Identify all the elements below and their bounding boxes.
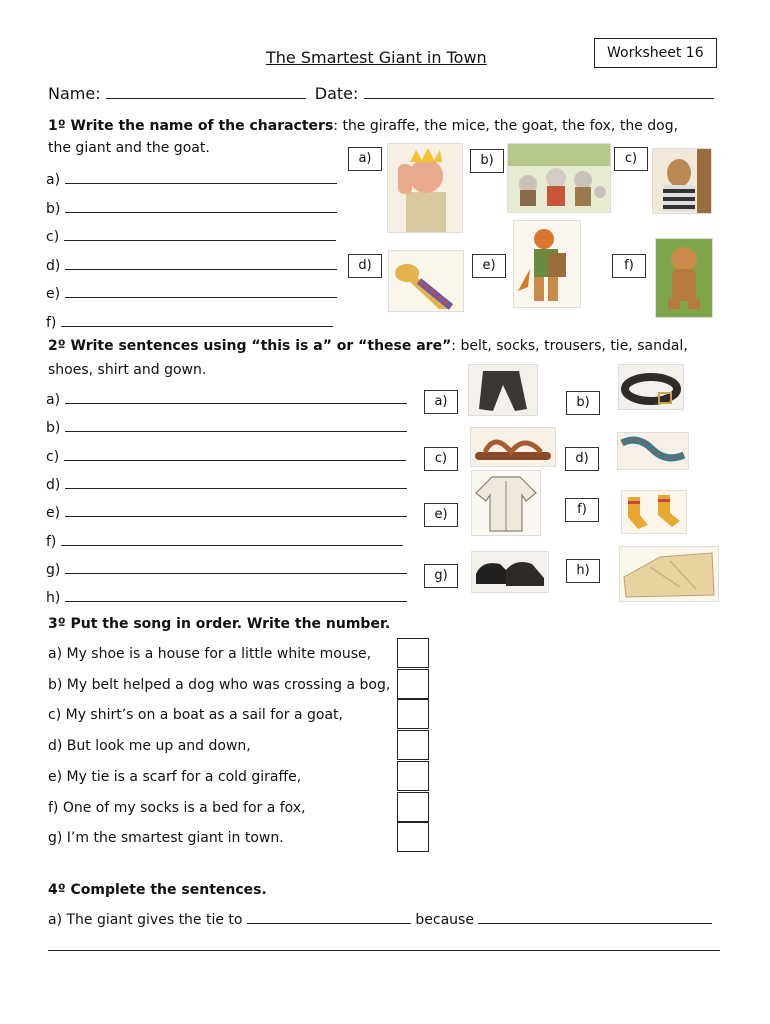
order-number-box[interactable] bbox=[397, 792, 429, 822]
date-blank[interactable] bbox=[364, 85, 714, 99]
s1-pic-label-a: a) bbox=[348, 147, 382, 171]
answer-letter: a) bbox=[46, 172, 61, 188]
answer-letter: g) bbox=[46, 561, 61, 578]
answer-letter: b) bbox=[46, 200, 61, 217]
section2-answer-row bbox=[46, 390, 407, 408]
s2-pic-label-h: h) bbox=[566, 559, 600, 583]
section1-answer-row bbox=[46, 284, 337, 302]
section1-answer-row bbox=[46, 170, 337, 188]
answer-letter: d) bbox=[46, 476, 61, 493]
belt-picture bbox=[618, 364, 684, 410]
fox-walking-picture bbox=[513, 220, 581, 308]
name-label: Name: bbox=[48, 84, 101, 103]
answer-letter: f) bbox=[46, 314, 57, 331]
date-label: Date: bbox=[314, 84, 359, 103]
s2-pic-label-e: e) bbox=[424, 503, 458, 527]
section2-answer-row bbox=[46, 532, 403, 550]
song-line: g) I’m the smartest giant in town. bbox=[48, 830, 284, 847]
answer-blank[interactable] bbox=[64, 227, 336, 241]
answer-letter: h) bbox=[46, 590, 61, 607]
answer-letter: d) bbox=[46, 257, 61, 274]
worksheet-title: The Smartest Giant in Town bbox=[266, 48, 487, 67]
order-number-box[interactable] bbox=[397, 730, 429, 760]
answer-blank[interactable] bbox=[65, 588, 407, 602]
name-blank[interactable] bbox=[106, 85, 306, 99]
s2-pic-label-c: c) bbox=[424, 447, 458, 471]
section2-answer-row bbox=[46, 588, 407, 606]
answer-blank[interactable] bbox=[65, 560, 407, 574]
worksheet-number-box: Worksheet 16 bbox=[594, 38, 717, 68]
s1-pic-label-f: f) bbox=[612, 254, 646, 278]
mice-family-picture bbox=[507, 143, 611, 213]
section2-answer-row bbox=[46, 418, 407, 436]
section1-heading-bold: 1º Write the name of the characters bbox=[48, 118, 334, 134]
shoes-picture bbox=[471, 551, 549, 593]
answer-blank[interactable] bbox=[65, 390, 407, 404]
sandal-picture bbox=[470, 427, 556, 467]
s1-pic-label-e: e) bbox=[472, 254, 506, 278]
song-line: d) But look me up and down, bbox=[48, 738, 251, 755]
socks-picture bbox=[621, 490, 687, 534]
trousers-picture bbox=[468, 364, 538, 416]
order-number-box[interactable] bbox=[397, 822, 429, 852]
section3-heading: 3º Put the song in order. Write the number. bbox=[48, 616, 391, 632]
section1-heading-line2: the giant and the goat. bbox=[48, 140, 210, 156]
answer-blank[interactable] bbox=[61, 532, 403, 546]
section1-heading bbox=[48, 118, 678, 134]
section1-answer-row bbox=[46, 313, 333, 331]
s2-pic-label-f: f) bbox=[565, 498, 599, 522]
giant-with-crown-picture bbox=[387, 143, 463, 233]
section1-answer-row bbox=[46, 199, 337, 217]
name-row bbox=[48, 84, 714, 103]
goat-picture bbox=[652, 148, 712, 214]
section1-answer-row bbox=[46, 227, 336, 245]
section4-blank-1[interactable] bbox=[247, 910, 411, 924]
section2-heading-bold: 2º Write sentences using “this is a” or “these are” bbox=[48, 338, 452, 354]
answer-blank[interactable] bbox=[64, 447, 406, 461]
answer-blank[interactable] bbox=[65, 475, 407, 489]
section2-answer-row bbox=[46, 475, 407, 493]
section4-line-a-start: a) The giant gives the tie to bbox=[48, 912, 243, 928]
song-line: e) My tie is a scarf for a cold giraffe, bbox=[48, 768, 302, 785]
answer-blank[interactable] bbox=[65, 418, 407, 432]
section2-answer-row bbox=[46, 560, 407, 578]
order-number-box[interactable] bbox=[397, 761, 429, 791]
answer-letter: e) bbox=[46, 286, 61, 302]
answer-blank[interactable] bbox=[65, 284, 337, 298]
answer-blank[interactable] bbox=[65, 256, 337, 270]
section2-answer-row bbox=[46, 503, 407, 521]
section1-answer-row bbox=[46, 256, 337, 274]
section4-blank-line[interactable] bbox=[48, 938, 720, 951]
s2-pic-label-g: g) bbox=[424, 564, 458, 588]
answer-letter: b) bbox=[46, 420, 61, 437]
shirt-picture bbox=[471, 470, 541, 536]
s1-pic-label-d: d) bbox=[348, 254, 382, 278]
s1-pic-label-c: c) bbox=[614, 147, 648, 171]
section4-line-a bbox=[48, 910, 712, 928]
answer-blank[interactable] bbox=[61, 313, 333, 327]
song-line: b) My belt helped a dog who was crossing a bog, bbox=[48, 676, 391, 693]
order-number-box[interactable] bbox=[397, 669, 429, 699]
song-line: a) My shoe is a house for a little white mouse, bbox=[48, 646, 372, 662]
answer-blank[interactable] bbox=[65, 199, 337, 213]
dog-picture bbox=[655, 238, 713, 318]
answer-blank[interactable] bbox=[65, 170, 337, 184]
answer-letter: a) bbox=[46, 392, 61, 408]
s2-pic-label-b: b) bbox=[566, 391, 600, 415]
section4-blank-2[interactable] bbox=[478, 910, 712, 924]
song-line: f) One of my socks is a bed for a fox, bbox=[48, 799, 306, 816]
gown-picture bbox=[619, 546, 719, 602]
s2-pic-label-a: a) bbox=[424, 390, 458, 414]
song-line: c) My shirt’s on a boat as a sail for a goat, bbox=[48, 707, 343, 724]
answer-letter: f) bbox=[46, 533, 57, 550]
section2-heading bbox=[48, 338, 688, 354]
order-number-box[interactable] bbox=[397, 638, 429, 668]
giraffe-with-scarf-picture bbox=[388, 250, 464, 312]
s2-pic-label-d: d) bbox=[565, 447, 599, 471]
section1-heading-rest: : the giraffe, the mice, the goat, the fox, the dog, bbox=[333, 118, 679, 134]
answer-letter: e) bbox=[46, 505, 61, 522]
section2-heading-rest: : belt, socks, trousers, tie, sandal, bbox=[451, 338, 688, 354]
section4-line-a-mid: because bbox=[415, 912, 474, 928]
answer-blank[interactable] bbox=[65, 503, 407, 517]
section2-answer-row bbox=[46, 447, 406, 465]
order-number-box[interactable] bbox=[397, 699, 429, 729]
section4-heading: 4º Complete the sentences. bbox=[48, 882, 267, 898]
section2-heading-line2: shoes, shirt and gown. bbox=[48, 362, 207, 378]
answer-letter: c) bbox=[46, 448, 60, 465]
s1-pic-label-b: b) bbox=[470, 149, 504, 173]
tie-picture bbox=[617, 432, 689, 470]
answer-letter: c) bbox=[46, 229, 60, 245]
